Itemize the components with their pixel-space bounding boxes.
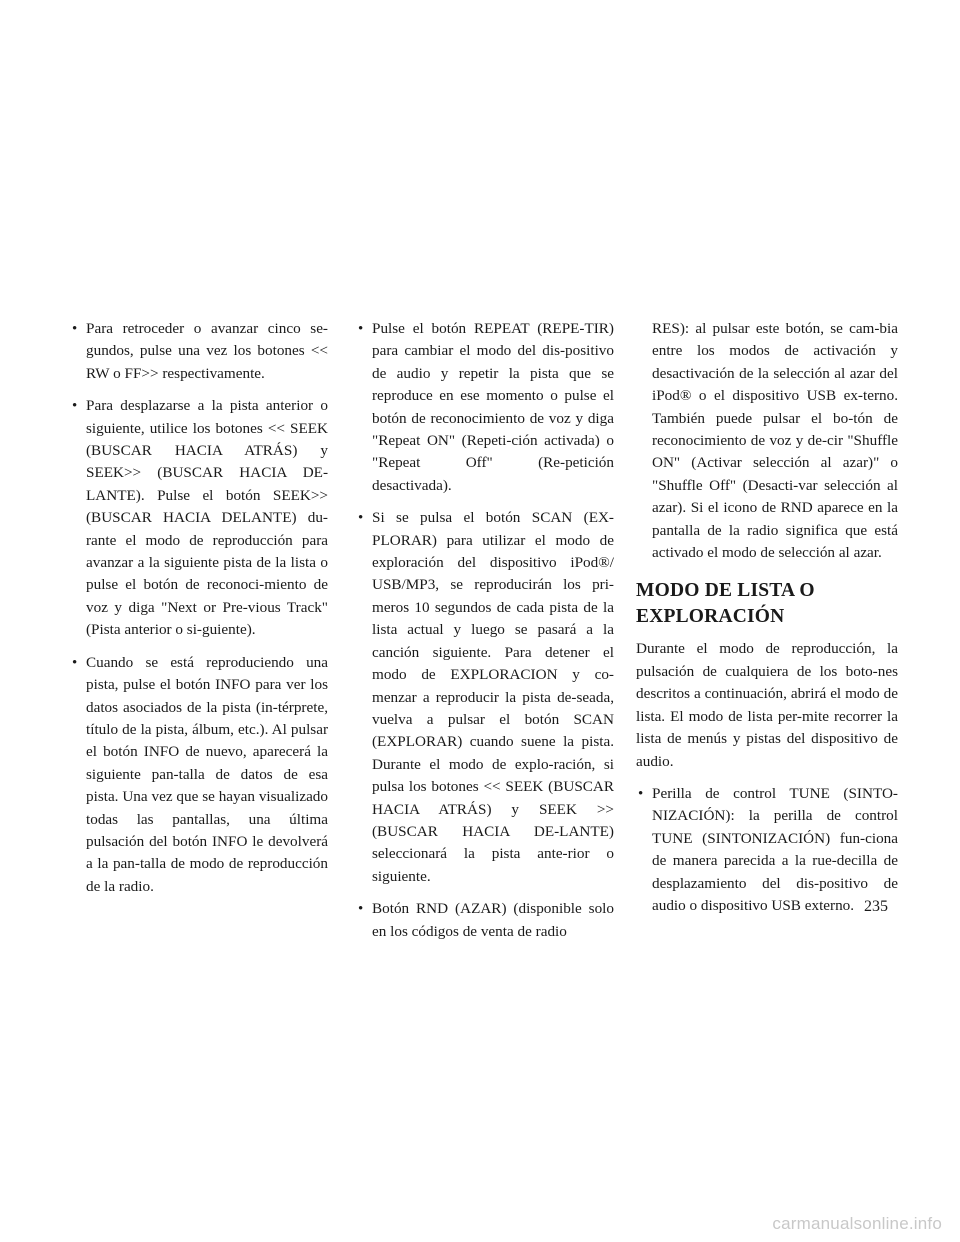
list-item [70,395,328,641]
column-2 [356,318,614,953]
list-item [636,783,898,917]
watermark: carmanualsonline.info [772,1214,942,1233]
list-item-text: Pulse el botón REPEAT (REPE-TIR) para cambiar el modo del dis-positivo de audio y repetir la pista que se reproduce en ese momento o pulse el botón de reconocimiento de voz y diga "Repeat ON" (Repeti-ción activada) o "Repeat Off" (Re-petición desactivada). [372,320,614,494]
list-item-text: Para retroceder o avanzar cinco se-gundos, pulse una vez los botones << RW o FF>> respectivamente. [86,320,328,382]
page-number: 235 [864,898,888,915]
bullet-icon: • [358,901,364,918]
list-item-text: Botón RND (AZAR) (disponible solo en los códigos de venta de radio [372,900,614,940]
list-item [356,318,614,497]
column-1 [70,318,328,908]
list-item-text: Para desplazarse a la pista anterior o siguiente, utilice los botones << SEEK (BUSCAR HACIA ATRÁS) y SEEK>> (BUSCAR HACIA DE-LANTE). Pulse el botón SEEK>> (BUSCAR HACIA DELANTE) du-rante el modo de reproducción para avanzar a la siguiente pista de la lista o pulse el botón de reconoci-miento de voz y diga "Next or Pre-vious Track" (Pista anterior o si-guiente). [86,397,328,639]
bullet-icon: • [72,321,78,337]
bullet-icon: • [638,785,644,802]
list-item [356,507,614,888]
bullet-icon: • [72,398,78,415]
list-item-continuation: RES): al pulsar este botón, se cam-bia entre los modos de activación y desactivación de la selección al azar del iPod® o el dispositivo USB ex-terno. También puede pulsar el bo-tón de reconocimiento de voz y de-cir "Shuffle ON" (Activar selección al azar)" o "Shuffle Off" (Desacti-var selección al azar). Si el icono de RND aparece en la pantalla de la radio significa que está activado el modo de selección al azar. [652,320,898,562]
list-item-text: Cuando se está reproduciendo una pista, pulse el botón INFO para ver los datos asociados de la pista (in-térprete, título de la pista, álbum, etc.). Al pulsar el botón INFO de nuevo, aparecerá la siguiente pan-talla de datos de esa pista. Una vez que se hayan visualizado todas las pantallas, una última pulsación del botón INFO le devolverá a la pan-talla de modo de reproducción de la radio. [86,653,328,895]
bullet-icon: • [72,654,78,671]
bullet-icon: • [358,510,364,527]
column-3 [636,318,898,927]
list-item [356,898,614,943]
bullet-icon: • [358,321,364,337]
section-paragraph: Durante el modo de reproducción, la pulsación de cualquiera de los boto-nes descritos a continuación, abrirá el modo de lista. El modo de lista per-mite recorrer la lista de menús y pistas del dispositivo de audio. [636,640,898,770]
list-item-text: Perilla de control TUNE (SINTO-NIZACIÓN): la perilla de control TUNE (SINTONIZACIÓN) fun-ciona de manera parecida a la rue-decilla de desplazamiento del dis-positivo de audio o dispositivo USB externo. [652,784,898,914]
list-item [70,652,328,898]
section-heading: MODO DE LISTA O EXPLORACIÓN [636,580,815,628]
list-item [70,318,328,385]
list-item-text: Si se pulsa el botón SCAN (EX-PLORAR) para utilizar el modo de exploración del dispositivo iPod®/ USB/MP3, se reproducirán los pri-meros 10 segundos de cada pista de la lista actual y luego se pasará a la canción siguiente. Para detener el modo de EXPLORACION y co-menzar a reproducir la pista de-seada, vuelva a pulsar el botón SCAN (EXPLORAR) cuando suene la pista. Durante el modo de explo-ración, si pulsa los botones << SEEK (BUSCAR HACIA ATRÁS) y SEEK >> (BUSCAR HACIA DE-LANTE) seleccionará la pista ante-rior o siguiente. [372,509,614,885]
